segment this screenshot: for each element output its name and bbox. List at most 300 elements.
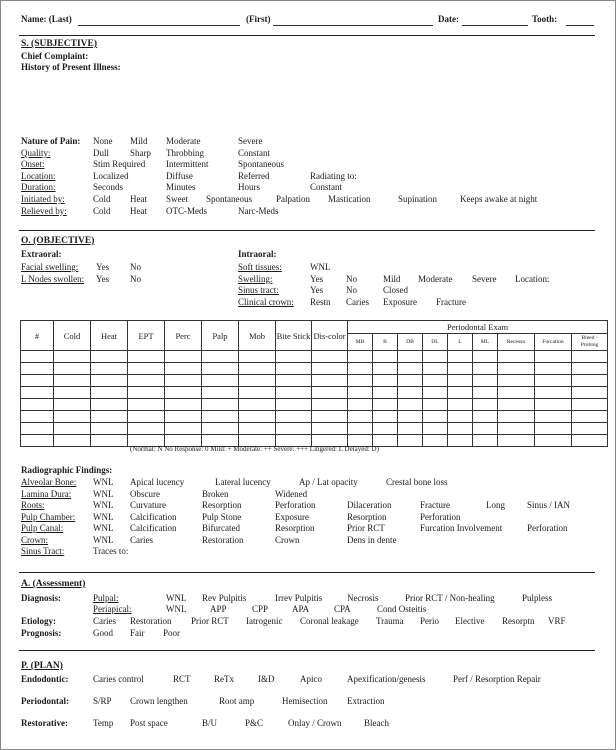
- exam-col-: #: [21, 321, 54, 351]
- option-calcification[interactable]: Calcification: [130, 523, 177, 533]
- exam-cell[interactable]: [165, 411, 202, 423]
- exam-cell[interactable]: [398, 411, 423, 423]
- exam-cell[interactable]: [312, 387, 348, 399]
- option-moderate[interactable]: Moderate: [418, 273, 453, 284]
- exam-cell[interactable]: [202, 387, 239, 399]
- option-extraction[interactable]: Extraction: [347, 696, 385, 706]
- exam-table-row: [21, 399, 608, 411]
- option-stim-required[interactable]: Stim Required: [93, 159, 146, 170]
- exam-cell[interactable]: [91, 435, 128, 447]
- exam-cell[interactable]: [448, 399, 473, 411]
- exam-cell[interactable]: [473, 387, 498, 399]
- option-heat[interactable]: Heat: [130, 205, 147, 216]
- exam-cell[interactable]: [498, 423, 535, 435]
- exam-col-dis-color: Dis-color: [312, 321, 348, 351]
- intraoral-label: Sinus tract:: [238, 285, 279, 295]
- exam-cell[interactable]: [473, 351, 498, 363]
- exam-cell[interactable]: [312, 351, 348, 363]
- option-mild[interactable]: Mild: [383, 273, 401, 284]
- option-crestal-bone-loss[interactable]: Crestal bone loss: [386, 477, 448, 487]
- exam-cell[interactable]: [21, 399, 54, 411]
- option-widened[interactable]: Widened: [275, 488, 308, 499]
- option-wnl[interactable]: WNL: [93, 534, 114, 545]
- exam-cell[interactable]: [54, 363, 91, 375]
- option-apico[interactable]: Apico: [300, 674, 322, 684]
- exam-cell[interactable]: [312, 423, 348, 435]
- option-restn[interactable]: Restn: [310, 296, 331, 307]
- option-irrev-pulpitis[interactable]: Irrev Pulpitis: [275, 593, 323, 603]
- periapical-label: Periapical:: [93, 604, 132, 614]
- name-first-field[interactable]: [273, 25, 433, 26]
- exam-cell[interactable]: [473, 375, 498, 387]
- exam-cell[interactable]: [535, 423, 572, 435]
- radiographic-label: Alveolar Bone:: [21, 477, 77, 487]
- exam-cell[interactable]: [498, 351, 535, 363]
- exam-cell[interactable]: [312, 411, 348, 423]
- exam-cell[interactable]: [498, 399, 535, 411]
- option-yes[interactable]: Yes: [310, 285, 324, 295]
- perio-col-b: B: [373, 334, 398, 351]
- option-none[interactable]: None: [93, 136, 113, 146]
- option-cold[interactable]: Cold: [93, 194, 111, 204]
- exam-cell[interactable]: [21, 375, 54, 387]
- exam-cell[interactable]: [21, 435, 54, 447]
- exam-cell[interactable]: [398, 423, 423, 435]
- exam-cell[interactable]: [202, 399, 239, 411]
- plan-label-endodontic: Endodontic:: [21, 674, 69, 684]
- option-iatrogenic[interactable]: Iatrogenic: [246, 616, 283, 626]
- exam-cell[interactable]: [423, 387, 448, 399]
- option-vrf[interactable]: VRF: [548, 616, 566, 626]
- exam-cell[interactable]: [423, 399, 448, 411]
- option-caries[interactable]: Caries: [346, 296, 369, 307]
- option-retx[interactable]: ReTx: [214, 674, 234, 684]
- option-radiating-to[interactable]: Radiating to:: [310, 170, 357, 181]
- exam-cell[interactable]: [21, 411, 54, 423]
- exam-cell[interactable]: [398, 387, 423, 399]
- option-yes[interactable]: Yes: [310, 273, 324, 284]
- option-narc-meds[interactable]: Narc-Meds: [238, 205, 279, 216]
- exam-cell[interactable]: [535, 411, 572, 423]
- exam-cell[interactable]: [448, 363, 473, 375]
- option-caries-control[interactable]: Caries control: [93, 674, 144, 684]
- option-pulp-stone[interactable]: Pulp Stone: [202, 511, 242, 522]
- option-rev-pulpitis[interactable]: Rev Pulpitis: [202, 593, 247, 603]
- exam-cell[interactable]: [165, 387, 202, 399]
- option-seconds[interactable]: Seconds: [93, 182, 123, 193]
- perio-exam-header: Periodontal Exam: [348, 321, 608, 334]
- exam-table-row: [21, 423, 608, 435]
- exam-cell[interactable]: [448, 375, 473, 387]
- exam-cell[interactable]: [128, 411, 165, 423]
- option-constant[interactable]: Constant: [238, 147, 271, 158]
- exam-cell[interactable]: [473, 423, 498, 435]
- option-supination[interactable]: Supination: [398, 194, 438, 204]
- exam-cell[interactable]: [21, 351, 54, 363]
- exam-cell[interactable]: [373, 363, 398, 375]
- option-minutes[interactable]: Minutes: [166, 182, 196, 193]
- exam-cell[interactable]: [398, 375, 423, 387]
- option-dens-in-dente[interactable]: Dens in dente: [347, 534, 397, 545]
- exam-cell[interactable]: [398, 399, 423, 411]
- pulpal-label: Pulpal:: [93, 593, 119, 603]
- option-apexification-genesis[interactable]: Apexification/genesis: [347, 674, 426, 684]
- exam-cell[interactable]: [373, 411, 398, 423]
- exam-cell[interactable]: [535, 399, 572, 411]
- exam-col-heat: Heat: [91, 321, 128, 351]
- option-s-rp[interactable]: S/RP: [93, 696, 112, 706]
- option-localized[interactable]: Localized: [93, 170, 129, 181]
- option-temp[interactable]: Temp: [93, 718, 114, 728]
- exam-cell[interactable]: [572, 435, 608, 447]
- option-p-c[interactable]: P&C: [245, 718, 264, 728]
- option-resorption[interactable]: Resorption: [275, 523, 315, 533]
- exam-cell[interactable]: [239, 363, 276, 375]
- option-constant[interactable]: Constant: [310, 182, 343, 193]
- exam-cell[interactable]: [128, 399, 165, 411]
- exam-cell[interactable]: [498, 411, 535, 423]
- exam-cell[interactable]: [54, 411, 91, 423]
- divider: [19, 230, 595, 231]
- divider: [19, 650, 595, 651]
- option-restoration[interactable]: Restoration: [202, 534, 244, 545]
- exam-cell[interactable]: [91, 411, 128, 423]
- clinical-exam-table: [20, 320, 608, 447]
- option-resorptn[interactable]: Resorptn: [502, 616, 535, 626]
- option-dilaceration[interactable]: Dilaceration: [347, 500, 392, 510]
- exam-cell[interactable]: [54, 423, 91, 435]
- exam-cell[interactable]: [312, 399, 348, 411]
- exam-cell[interactable]: [423, 351, 448, 363]
- pain-row-label: Nature of Pain:: [21, 136, 81, 146]
- exam-cell[interactable]: [21, 363, 54, 375]
- exam-cell[interactable]: [423, 363, 448, 375]
- exam-cell[interactable]: [473, 435, 498, 447]
- exam-cell[interactable]: [348, 351, 373, 363]
- exam-cell[interactable]: [348, 387, 373, 399]
- exam-cell[interactable]: [448, 351, 473, 363]
- exam-cell[interactable]: [398, 351, 423, 363]
- option-perforation[interactable]: Perforation: [420, 511, 461, 522]
- exam-cell[interactable]: [54, 375, 91, 387]
- option-prior-rct[interactable]: Prior RCT: [347, 523, 385, 533]
- option-i-d[interactable]: I&D: [258, 674, 275, 684]
- exam-cell[interactable]: [448, 411, 473, 423]
- exam-cell[interactable]: [276, 363, 312, 375]
- exam-cell[interactable]: [276, 423, 312, 435]
- option-prior-rct[interactable]: Prior RCT: [191, 616, 229, 626]
- exam-cell[interactable]: [128, 375, 165, 387]
- option-intermittent[interactable]: Intermittent: [166, 159, 209, 170]
- option-bifurcated[interactable]: Bifurcated: [202, 523, 240, 533]
- option-perf-resorption-repair[interactable]: Perf / Resorption Repair: [453, 674, 541, 684]
- option-referred[interactable]: Referred: [238, 170, 270, 181]
- option-wnl[interactable]: WNL: [93, 511, 114, 522]
- exam-cell[interactable]: [535, 351, 572, 363]
- option-crown-lengthen[interactable]: Crown lengthen: [130, 696, 188, 706]
- exam-cell[interactable]: [239, 351, 276, 363]
- option-perforation[interactable]: Perforation: [527, 523, 568, 533]
- option-yes[interactable]: Yes: [96, 262, 110, 272]
- radiographic-label: Pulp Chamber:: [21, 511, 76, 522]
- exam-cell[interactable]: [498, 387, 535, 399]
- exam-cell[interactable]: [572, 399, 608, 411]
- option-traces-to[interactable]: Traces to:: [93, 546, 129, 556]
- option-necrosis[interactable]: Necrosis: [347, 593, 379, 603]
- exam-cell[interactable]: [572, 411, 608, 423]
- option-cpa[interactable]: CPA: [334, 604, 351, 614]
- option-pulpless[interactable]: Pulpless: [522, 593, 553, 603]
- radiographic-label: Pulp Canal:: [21, 523, 64, 533]
- option-diffuse[interactable]: Diffuse: [166, 170, 193, 181]
- exam-cell[interactable]: [239, 375, 276, 387]
- option-furcation-involvement[interactable]: Furcation Involvement: [420, 523, 503, 533]
- option-keeps-awake-at-night[interactable]: Keeps awake at night: [460, 194, 538, 204]
- option-coronal-leakage[interactable]: Coronal leakage: [300, 616, 359, 626]
- exam-cell[interactable]: [473, 363, 498, 375]
- exam-cell[interactable]: [91, 351, 128, 363]
- option-sweet[interactable]: Sweet: [166, 194, 188, 204]
- option-resorption[interactable]: Resorption: [202, 500, 242, 510]
- exam-cell[interactable]: [91, 399, 128, 411]
- option-no[interactable]: No: [346, 285, 357, 295]
- option-poor[interactable]: Poor: [163, 628, 181, 638]
- option-root-amp[interactable]: Root amp: [219, 696, 255, 706]
- option-cond-osteitis[interactable]: Cond Osteitis: [377, 604, 427, 614]
- option-hemisection[interactable]: Hemisection: [282, 696, 328, 706]
- option-prior-rct-non-healing[interactable]: Prior RCT / Non-healing: [405, 593, 495, 603]
- exam-cell[interactable]: [21, 387, 54, 399]
- exam-cell[interactable]: [21, 423, 54, 435]
- option-restoration[interactable]: Restoration: [130, 616, 172, 626]
- exam-cell[interactable]: [276, 351, 312, 363]
- exam-cell[interactable]: [572, 387, 608, 399]
- option-severe[interactable]: Severe: [472, 273, 497, 284]
- exam-cell[interactable]: [202, 411, 239, 423]
- exam-cell[interactable]: [312, 375, 348, 387]
- exam-cell[interactable]: [239, 423, 276, 435]
- option-yes[interactable]: Yes: [96, 274, 110, 284]
- option-cold[interactable]: Cold: [93, 205, 111, 216]
- option-app[interactable]: APP: [210, 604, 227, 614]
- exam-cell[interactable]: [54, 435, 91, 447]
- option-calcification[interactable]: Calcification: [130, 511, 177, 522]
- name-first-label: (First): [246, 14, 271, 24]
- exam-cell[interactable]: [165, 363, 202, 375]
- exam-cell[interactable]: [572, 363, 608, 375]
- option-fracture[interactable]: Fracture: [420, 500, 450, 510]
- date-field[interactable]: [462, 25, 528, 26]
- exam-cell[interactable]: [373, 399, 398, 411]
- exam-cell[interactable]: [165, 375, 202, 387]
- option-caries[interactable]: Caries: [93, 616, 116, 626]
- option-closed[interactable]: Closed: [383, 285, 409, 295]
- radiographic-label: Crown:: [21, 534, 48, 545]
- exam-cell[interactable]: [202, 351, 239, 363]
- exam-cell[interactable]: [91, 387, 128, 399]
- option-onlay-crown[interactable]: Onlay / Crown: [288, 718, 342, 728]
- exam-cell[interactable]: [312, 363, 348, 375]
- option-bleach[interactable]: Bleach: [364, 718, 389, 728]
- exam-cell[interactable]: [423, 375, 448, 387]
- exam-cell[interactable]: [128, 351, 165, 363]
- exam-cell[interactable]: [572, 351, 608, 363]
- option-dull[interactable]: Dull: [93, 147, 110, 158]
- option-exposure[interactable]: Exposure: [275, 511, 309, 522]
- exam-cell[interactable]: [373, 423, 398, 435]
- exam-cell[interactable]: [128, 423, 165, 435]
- exam-cell[interactable]: [239, 399, 276, 411]
- exam-cell[interactable]: [373, 351, 398, 363]
- exam-cell[interactable]: [373, 375, 398, 387]
- option-perio[interactable]: Perio: [420, 616, 439, 626]
- option-lateral-lucency[interactable]: Lateral lucency: [215, 477, 271, 487]
- exam-cell[interactable]: [535, 375, 572, 387]
- chief-complaint-label: Chief Complaint:: [21, 51, 89, 61]
- exam-cell[interactable]: [348, 399, 373, 411]
- option-fracture[interactable]: Fracture: [436, 296, 466, 307]
- exam-cell[interactable]: [398, 435, 423, 447]
- exam-cell[interactable]: [535, 435, 572, 447]
- exam-cell[interactable]: [54, 387, 91, 399]
- option-mild[interactable]: Mild: [130, 136, 148, 146]
- option-wnl[interactable]: WNL: [166, 604, 187, 614]
- exam-cell[interactable]: [54, 351, 91, 363]
- option-exposure[interactable]: Exposure: [383, 296, 417, 307]
- diagnosis-label: Diagnosis:: [21, 593, 62, 603]
- exam-cell[interactable]: [535, 363, 572, 375]
- option-obscure[interactable]: Obscure: [130, 488, 160, 499]
- option-wnl[interactable]: WNL: [93, 523, 114, 533]
- exam-cell[interactable]: [423, 411, 448, 423]
- exam-cell[interactable]: [572, 375, 608, 387]
- exam-cell[interactable]: [276, 387, 312, 399]
- exam-cell[interactable]: [348, 363, 373, 375]
- exam-table-row: [21, 363, 608, 375]
- option-caries[interactable]: Caries: [130, 534, 153, 545]
- option-spontaneous[interactable]: Spontaneous: [238, 159, 284, 170]
- exam-cell[interactable]: [239, 387, 276, 399]
- option-elective[interactable]: Elective: [455, 616, 485, 626]
- exam-cell[interactable]: [348, 375, 373, 387]
- option-no[interactable]: No: [346, 273, 357, 284]
- exam-cell[interactable]: [91, 423, 128, 435]
- option-throbbing[interactable]: Throbbing: [166, 147, 204, 158]
- option-broken[interactable]: Broken: [202, 488, 229, 499]
- option-mastication[interactable]: Mastication: [328, 194, 371, 204]
- exam-col-palp: Palp: [202, 321, 239, 351]
- perio-col-recessn: Recessn: [498, 334, 535, 351]
- exam-cell[interactable]: [473, 411, 498, 423]
- option-wnl[interactable]: WNL: [93, 477, 114, 487]
- exam-cell[interactable]: [202, 375, 239, 387]
- pain-row-label: Onset:: [21, 159, 45, 170]
- name-last-label: Name: (Last): [21, 14, 72, 24]
- exam-cell[interactable]: [91, 363, 128, 375]
- exam-cell[interactable]: [348, 411, 373, 423]
- exam-cell[interactable]: [498, 435, 535, 447]
- name-last-field[interactable]: [78, 25, 240, 26]
- option-otc-meds[interactable]: OTC-Meds: [166, 205, 207, 216]
- exam-cell[interactable]: [498, 363, 535, 375]
- intraoral-heading: Intraoral:: [238, 249, 277, 259]
- option-rct[interactable]: RCT: [173, 674, 191, 684]
- exam-cell[interactable]: [398, 363, 423, 375]
- tooth-field[interactable]: [566, 25, 594, 26]
- tooth-label: Tooth:: [532, 14, 558, 24]
- option-ap-lat-opacity[interactable]: Ap / Lat opacity: [299, 477, 358, 487]
- exam-cell[interactable]: [276, 411, 312, 423]
- exam-cell[interactable]: [448, 435, 473, 447]
- exam-cell[interactable]: [373, 387, 398, 399]
- option-long[interactable]: Long: [486, 500, 505, 510]
- exam-cell[interactable]: [54, 399, 91, 411]
- exam-table-row: [21, 411, 608, 423]
- exam-cell[interactable]: [202, 423, 239, 435]
- exam-cell[interactable]: [473, 399, 498, 411]
- option-curvature[interactable]: Curvature: [130, 500, 166, 510]
- option-wnl[interactable]: WNL: [310, 262, 331, 272]
- option-sharp[interactable]: Sharp: [130, 147, 151, 158]
- option-crown[interactable]: Crown: [275, 534, 300, 545]
- option-palpation[interactable]: Palpation: [276, 194, 310, 204]
- option-no[interactable]: No: [130, 274, 141, 284]
- option-b-u[interactable]: B/U: [202, 718, 218, 728]
- option-perforation[interactable]: Perforation: [275, 500, 316, 510]
- exam-cell[interactable]: [202, 363, 239, 375]
- exam-cell[interactable]: [498, 375, 535, 387]
- option-no[interactable]: No: [130, 262, 141, 272]
- exam-cell[interactable]: [91, 375, 128, 387]
- option-wnl[interactable]: WNL: [93, 488, 114, 499]
- option-post-space[interactable]: Post space: [130, 718, 168, 728]
- exam-cell[interactable]: [165, 423, 202, 435]
- option-apa[interactable]: APA: [292, 604, 310, 614]
- exam-cell[interactable]: [572, 423, 608, 435]
- option-spontaneous[interactable]: Spontaneous: [206, 194, 252, 204]
- exam-cell[interactable]: [165, 351, 202, 363]
- option-hours[interactable]: Hours: [238, 182, 260, 193]
- exam-cell[interactable]: [165, 399, 202, 411]
- option-sinus-ian[interactable]: Sinus / IAN: [527, 500, 571, 510]
- exam-cell[interactable]: [423, 423, 448, 435]
- exam-cell[interactable]: [348, 423, 373, 435]
- option-resorption[interactable]: Resorption: [347, 511, 387, 522]
- exam-cell[interactable]: [128, 387, 165, 399]
- option-severe[interactable]: Severe: [238, 136, 263, 146]
- option-cpp[interactable]: CPP: [252, 604, 269, 614]
- option-apical-lucency[interactable]: Apical lucency: [130, 477, 185, 487]
- option-trauma[interactable]: Trauma: [376, 616, 404, 626]
- exam-cell[interactable]: [423, 435, 448, 447]
- option-fair[interactable]: Fair: [130, 628, 145, 638]
- exam-cell[interactable]: [128, 363, 165, 375]
- option-location[interactable]: Location:: [515, 273, 550, 284]
- option-heat[interactable]: Heat: [130, 194, 147, 204]
- exam-cell[interactable]: [448, 387, 473, 399]
- option-moderate[interactable]: Moderate: [166, 136, 201, 146]
- exam-cell[interactable]: [276, 399, 312, 411]
- exam-cell[interactable]: [448, 423, 473, 435]
- option-wnl[interactable]: WNL: [166, 593, 187, 603]
- exam-cell[interactable]: [535, 387, 572, 399]
- option-good[interactable]: Good: [93, 628, 113, 638]
- perio-col-bleed-probing: Bleed - Probing: [572, 334, 608, 351]
- exam-cell[interactable]: [239, 411, 276, 423]
- exam-cell[interactable]: [276, 375, 312, 387]
- pain-row-label: Quality:: [21, 147, 51, 158]
- option-wnl[interactable]: WNL: [93, 500, 114, 510]
